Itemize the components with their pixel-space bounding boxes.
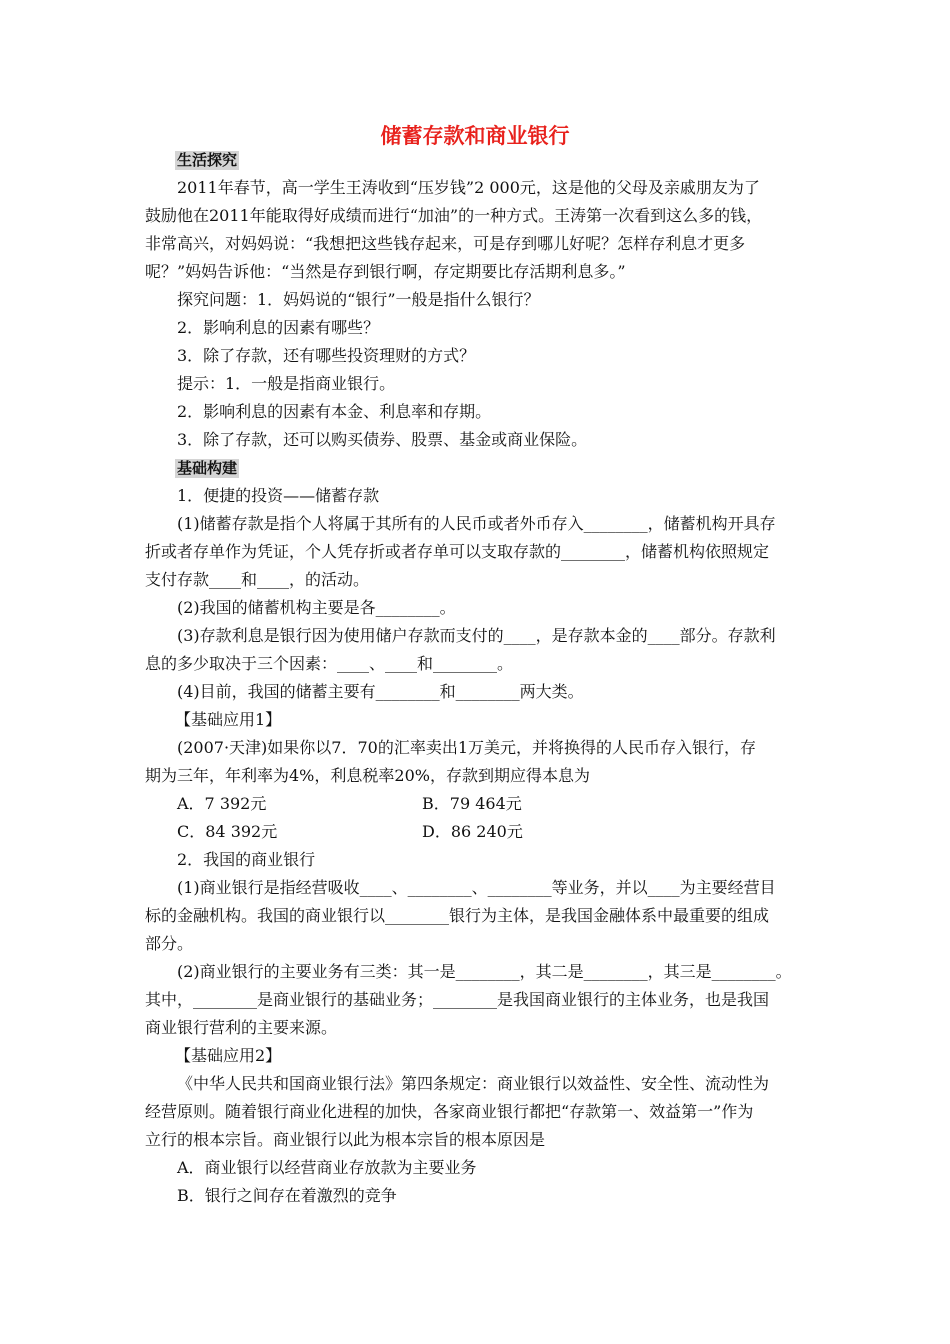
application-label: 【基础应用2】 [175,1046,282,1065]
fill-blank-line: 其中，________是商业银行的基础业务；________是我国商业银行的主体业务，也是我国 [145,990,770,1009]
document-title: 储蓄存款和商业银行 [380,124,570,148]
options-row [145,790,815,818]
fill-blank-line: (1)储蓄存款是指个人将属于其所有的人民币或者外币存入________，储蓄机构开具存 [177,514,776,533]
question-line: 2．影响利息的因素有哪些？ [177,318,380,337]
fill-blank-line: (2)我国的储蓄机构主要是各________。 [177,598,456,617]
section-heading-life-inquiry: 生活探究 [177,151,238,169]
option-b: B．79 464元 [422,794,522,813]
option-b: B．银行之间存在着激烈的竞争 [177,1186,397,1205]
hint-line: 3．除了存款，还可以购买债券、股票、基金或商业保险。 [177,430,588,449]
fill-blank-line: 部分。 [145,934,194,953]
application-label: 【基础应用1】 [175,710,282,729]
question-line: (2007·天津)如果你以7．70的汇率卖出1万美元，并将换得的人民币存入银行，存 [177,738,757,757]
question-line: 立行的根本宗旨。商业银行以此为根本宗旨的根本原因是 [145,1130,546,1149]
paragraph-line: 鼓励他在2011年能取得好成绩而进行“加油”的一种方式。王涛第一次看到这么多的钱， [145,206,763,225]
option-a: A．商业银行以经营商业存放款为主要业务 [177,1158,477,1177]
fill-blank-line: (3)存款利息是银行因为使用储户存款而支付的____，是存款本金的____部分。存款利 [177,626,776,645]
question-line: 3．除了存款，还有哪些投资理财的方式？ [177,346,476,365]
fill-blank-line: 商业银行营利的主要来源。 [145,1018,338,1037]
question-line: 探究问题：1．妈妈说的“银行”一般是指什么银行？ [177,290,540,309]
option-d: D．86 240元 [422,822,523,841]
question-line: 《中华人民共和国商业银行法》第四条规定：商业银行以效益性、安全性、流动性为 [177,1074,770,1093]
option-c: C．84 392元 [177,822,278,841]
options-row [145,818,815,846]
fill-blank-line: 标的金融机构。我国的商业银行以________银行为主体，是我国金融体系中最重要的组成 [145,906,770,925]
paragraph-line: 呢？”妈妈告诉他：“当然是存到银行啊，存定期要比存活期利息多。” [145,262,626,281]
hint-line: 提示：1．一般是指商业银行。 [177,374,396,393]
document-body [145,146,815,1210]
paragraph-line: 2011年春节，高一学生王涛收到“压岁钱”2 000元，这是他的父母及亲戚朋友为了 [177,178,760,197]
fill-blank-line: (4)目前，我国的储蓄主要有________和________两大类。 [177,682,584,701]
fill-blank-line: 支付存款____和____，的活动。 [145,570,370,589]
item-title: 1．便捷的投资——储蓄存款 [177,486,380,505]
fill-blank-line: 折或者存单作为凭证，个人凭存折或者存单可以支取存款的________，储蓄机构依照规定 [145,542,770,561]
question-line: 期为三年，年利率为4%，利息税率20%，存款到期应得本息为 [145,766,590,785]
fill-blank-line: (2)商业银行的主要业务有三类：其一是________，其二是________，其三是________。 [177,962,792,981]
option-a: A．7 392元 [177,794,267,813]
question-line: 经营原则。随着银行商业化进程的加快，各家商业银行都把“存款第一、效益第一”作为 [145,1102,754,1121]
fill-blank-line: (1)商业银行是指经营吸收____、________、________等业务，并以____为主要经营目 [177,878,776,897]
item-title: 2．我国的商业银行 [177,850,316,869]
fill-blank-line: 息的多少取决于三个因素：____、____和________。 [145,654,514,673]
hint-line: 2．影响利息的因素有本金、利息率和存期。 [177,402,492,421]
section-heading-foundation: 基础构建 [177,459,238,477]
paragraph-line: 非常高兴，对妈妈说：“我想把这些钱存起来，可是存到哪儿好呢？怎样存利息才更多 [145,234,746,253]
